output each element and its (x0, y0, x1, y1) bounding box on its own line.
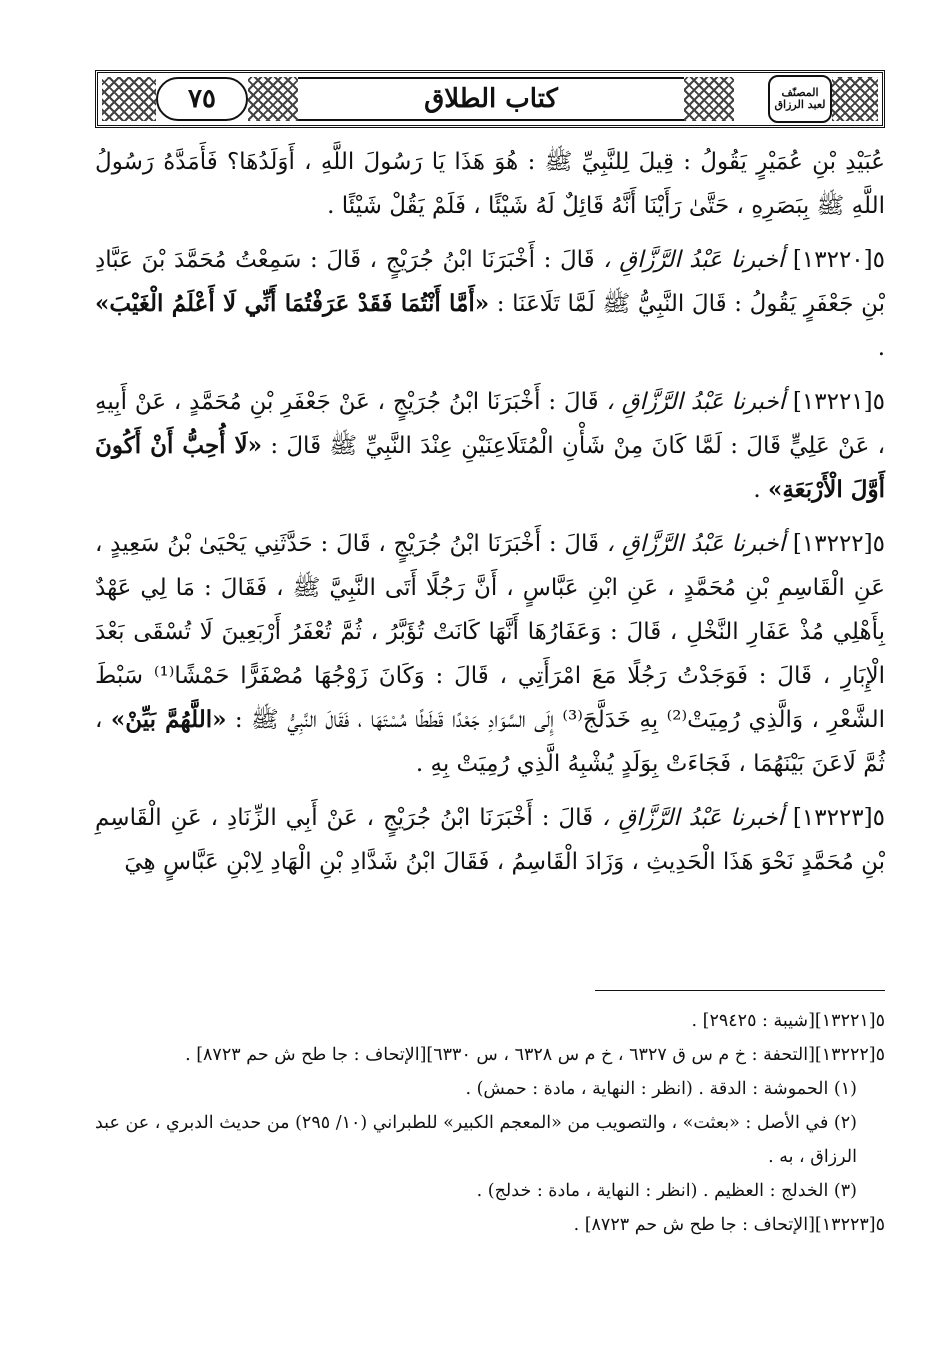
seal-line-1: المصنّف (781, 86, 819, 100)
page-number: ٧٥ (188, 84, 216, 114)
prophetic-saying: «اللَّهُمَّ بَيِّنْ» (110, 706, 227, 733)
hadith-13221 (95, 380, 885, 512)
main-text (95, 140, 885, 894)
footnote-separator (595, 990, 885, 991)
header-ornament-left (102, 77, 156, 121)
header-ornament-center-right (684, 77, 734, 121)
continued-hadith (95, 140, 885, 228)
hadith-number: ٥[١٣٢٢١] (792, 389, 886, 415)
footnote-takhrij-13221: ٥[١٣٢٢١][شيبة : ٢٩٤٢٥] . (691, 1011, 885, 1031)
seal-line-2: لعبد الرزاق (774, 98, 826, 111)
header-ornament-center-left (248, 77, 298, 121)
hadith-13220 (95, 238, 885, 370)
chapter-title: كتاب الطلاق (424, 84, 558, 114)
chain-opening: أخبرنا عَبْدُ الرَّزَّاقِ ، (606, 389, 786, 415)
footnote-1: (١) الحموشة : الدقة . (انظر : النهاية ، مادة : حمش) . (465, 1079, 857, 1099)
hadith-number: ٥[١٣٢٢٠] (792, 247, 886, 273)
prophetic-saying: «لَا أُحِبُّ أَنْ أَكُونَ أَوَّلَ الْأَرْبَعَةِ» (95, 432, 885, 503)
footnote-takhrij-13223: ٥[١٣٢٢٣][الإتحاف : جا طح ش حم ٨٧٢٣] . (573, 1215, 885, 1235)
footnotes (95, 1004, 885, 1242)
chapter-title-cartouche (298, 77, 684, 121)
page-number-cartouche (156, 77, 248, 121)
closing-text: . (877, 335, 885, 361)
chain-text: قَالَ : أَخْبَرَنَا ابْنُ جُرَيْجٍ ، قَالَ : حَدَّثَنِي يَحْيَىٰ بْنُ سَعِيدٍ ، عَنِ الْقَاسِمِ بْنِ مُحَمَّدٍ ، عَنِ ابْنِ عَبَّاسٍ ، أَنَّ رَجُلًا أَتَى النَّبِيَّ ﷺ ، فَقَالَ : مَا لِي عَهْدٌ بِأَهْلِي مُذْ عَفَارِ النَّخْلِ ، قَالَ : وَعَفَارُهَا أَنَّهَا كَانَتْ تُؤَبَّرُ ، ثُمَّ تُعْفَرُ أَرْبَعِينَ لَا تُسْقَى بَعْدَ الْإِبَارِ ، قَالَ : فَوَجَدْتُ رَجُلًا مَعَ امْرَأَتِي ، قَالَ : وَكَانَ زَوْجُهَا مُصْفَرًّا حَمْشًا⁽¹⁾ سَبْطَ الشَّعْرِ ، وَالَّذِي رُمِيَتْ⁽²⁾ بِهِ خَدَلَّجَ⁽³⁾ إِلَى السَّوَادِ جَعْدًا قَطَطًا مُسْتَهَا ، فَقَالَ النَّبِيُّ ﷺ : (95, 531, 885, 733)
prophetic-saying: «أَمَّا أَنْتُمَا فَقَدْ عَرَفْتُمَا أَنِّي لَا أَعْلَمُ الْغَيْبَ» (95, 290, 490, 317)
footnote-2: (٢) في الأصل : «بعثت» ، والتصويب من «المعجم الكبير» للطبراني (١٠/ ٢٩٥) من حديث الدبري ، عن عبد الرزاق ، به . (95, 1113, 857, 1167)
footnote-takhrij-13222: ٥[١٣٢٢٢][التحفة : خ م س ق ٦٣٢٧ ، خ م س ٦٣٢٨ ، س ٦٣٣٠][الإتحاف : جا طح ش حم ٨٧٢٣] . (185, 1045, 885, 1065)
page-header (95, 70, 885, 128)
closing-text: . (753, 477, 768, 503)
chain-opening: أخبرنا عَبْدُ الرَّزَّاقِ ، (606, 531, 786, 557)
chain-text: قَالَ : أَخْبَرَنَا ابْنُ جُرَيْجٍ ، قَالَ : سَمِعْتُ مُحَمَّدَ بْنَ عَبَّادِ بْنِ جَعْفَرٍ يَقُولُ : قَالَ النَّبِيُّ ﷺ لَمَّا تَلَاعَنَا : (95, 247, 886, 317)
closing-text: ، ثُمَّ لَاعَنَ بَيْنَهُمَا ، فَجَاءَتْ بِوَلَدٍ يُشْبِهُ الَّذِي رُمِيَتْ بِهِ . (95, 707, 885, 777)
paragraph-text: عُبَيْدِ بْنِ عُمَيْرٍ يَقُولُ : قِيلَ لِلنَّبِيِّ ﷺ : هُوَ هَذَا يَا رَسُولَ اللَّهِ ، أَوَلَدُهَا؟ فَأَمَدَّهُ رَسُولُ اللَّهِ ﷺ بِبَصَرِهِ ، حَتَّىٰ رَأَيْنَا أَنَّهُ قَائِلٌ لَهُ شَيْئًا ، فَلَمْ يَقُلْ شَيْئًا . (95, 149, 885, 219)
footnote-3: (٣) الخدلج : العظيم . (انظر : النهاية ، مادة : خدلج) . (476, 1181, 857, 1201)
hadith-number: ٥[١٣٢٢٣] (792, 805, 886, 831)
hadith-13222 (95, 522, 885, 786)
chain-opening: أخبرنا عَبْدُ الرَّزَّاقِ ، (602, 805, 784, 831)
hadith-13223 (95, 796, 885, 884)
chain-text: قَالَ : أَخْبَرَنَا ابْنُ جُرَيْجٍ ، عَنْ أَبِي الزِّنَادِ ، عَنِ الْقَاسِمِ بْنِ مُحَمَّدٍ نَحْوَ هَذَا الْحَدِيثِ ، وَزَادَ الْقَاسِمُ ، فَقَالَ ابْنُ شَدَّادِ بْنِ الْهَادِ لِابْنِ عَبَّاسٍ هِيَ (95, 805, 885, 875)
hadith-number: ٥[١٣٢٢٢] (792, 531, 886, 557)
chain-text: قَالَ : أَخْبَرَنَا ابْنُ جُرَيْجٍ ، عَنْ جَعْفَرِ بْنِ مُحَمَّدٍ ، عَنْ أَبِيهِ ، عَنْ عَلِيٍّ قَالَ : لَمَّا كَانَ مِنْ شَأْنِ الْمُتَلَاعِنَيْنِ عِنْدَ النَّبِيِّ ﷺ قَالَ : (95, 389, 885, 459)
header-ornament-right (832, 77, 878, 121)
book-seal-logo (768, 75, 832, 123)
chain-opening: أخبرنا عَبْدُ الرَّزَّاقِ ، (603, 247, 785, 273)
